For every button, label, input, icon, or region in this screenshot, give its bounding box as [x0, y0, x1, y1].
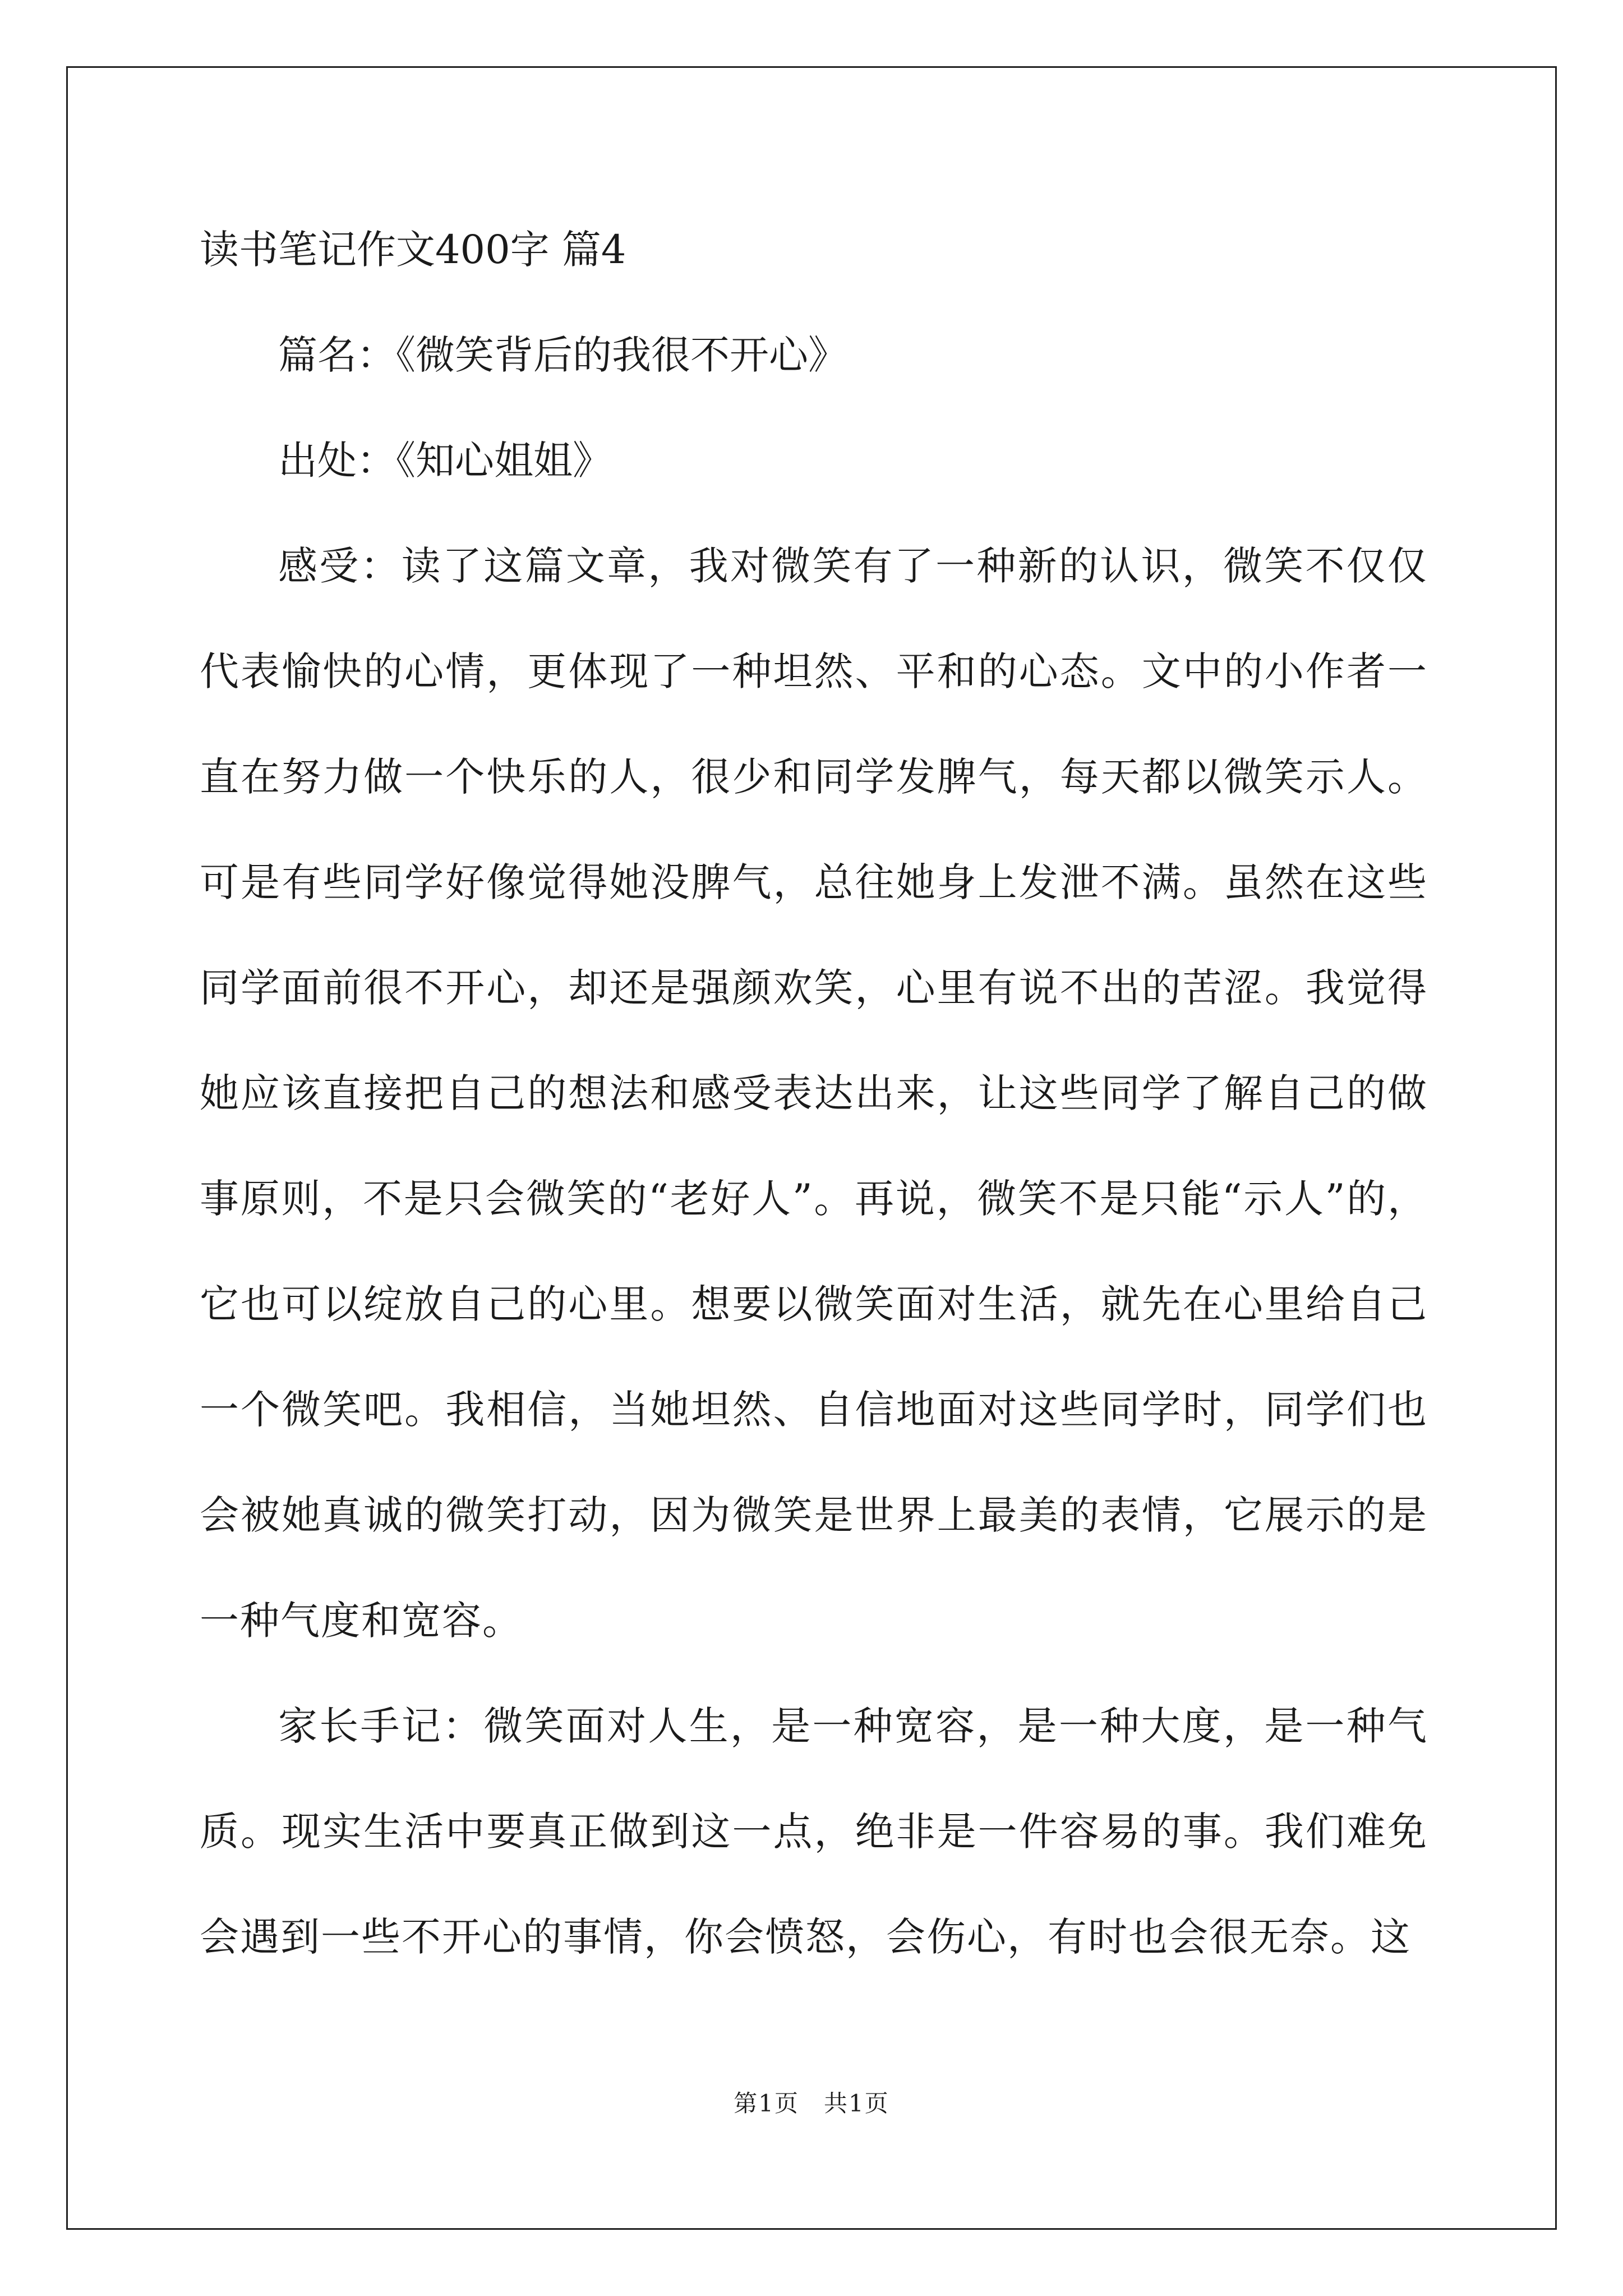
- document-body: [200, 219, 1428, 1990]
- piece-name-line: 篇名：《微笑背后的我很不开心》: [278, 332, 847, 378]
- paragraph-feeling: 感受：读了这篇文章，我对微笑有了一种新的认识，微笑不仅仅代表愉快的心情，更体现了一种坦然、平和的心态。文中的小作者一直在努力做一个快乐的人，很少和同学发脾气，每天都以微笑示人。可是有些同学好像觉得她没脾气，总往她身上发泄不满。虽然在这些同学面前很不开心，却还是强颜欢笑，心里有说不出的苦涩。我觉得她应该直接把自己的想法和感受表达出来，让这些同学了解自己的做事原则，不是只会微笑的“老好人”。再说，微笑不是只能“示人”的，它也可以绽放自己的心里。想要以微笑面对生活，就先在心里给自己一个微笑吧。我相信，当她坦然、自信地面对这些同学时，同学们也会被她真诚的微笑打动，因为微笑是世界上最美的表情，它展示的是一种气度和宽容。: [200, 543, 1428, 1644]
- document-title: 读书笔记作文400字 篇4: [200, 227, 626, 273]
- paragraph-parent-note: 家长手记：微笑面对人生，是一种宽容，是一种大度，是一种气质。现实生活中要真正做到这一点，绝非是一件容易的事。我们难免会遇到一些不开心的事情，你会愤怒，会伤心，有时也会很无奈。这: [200, 1703, 1428, 1960]
- source-line: 出处：《知心姐姐》: [278, 438, 612, 484]
- page-footer: 第1页 共1页: [734, 2090, 889, 2117]
